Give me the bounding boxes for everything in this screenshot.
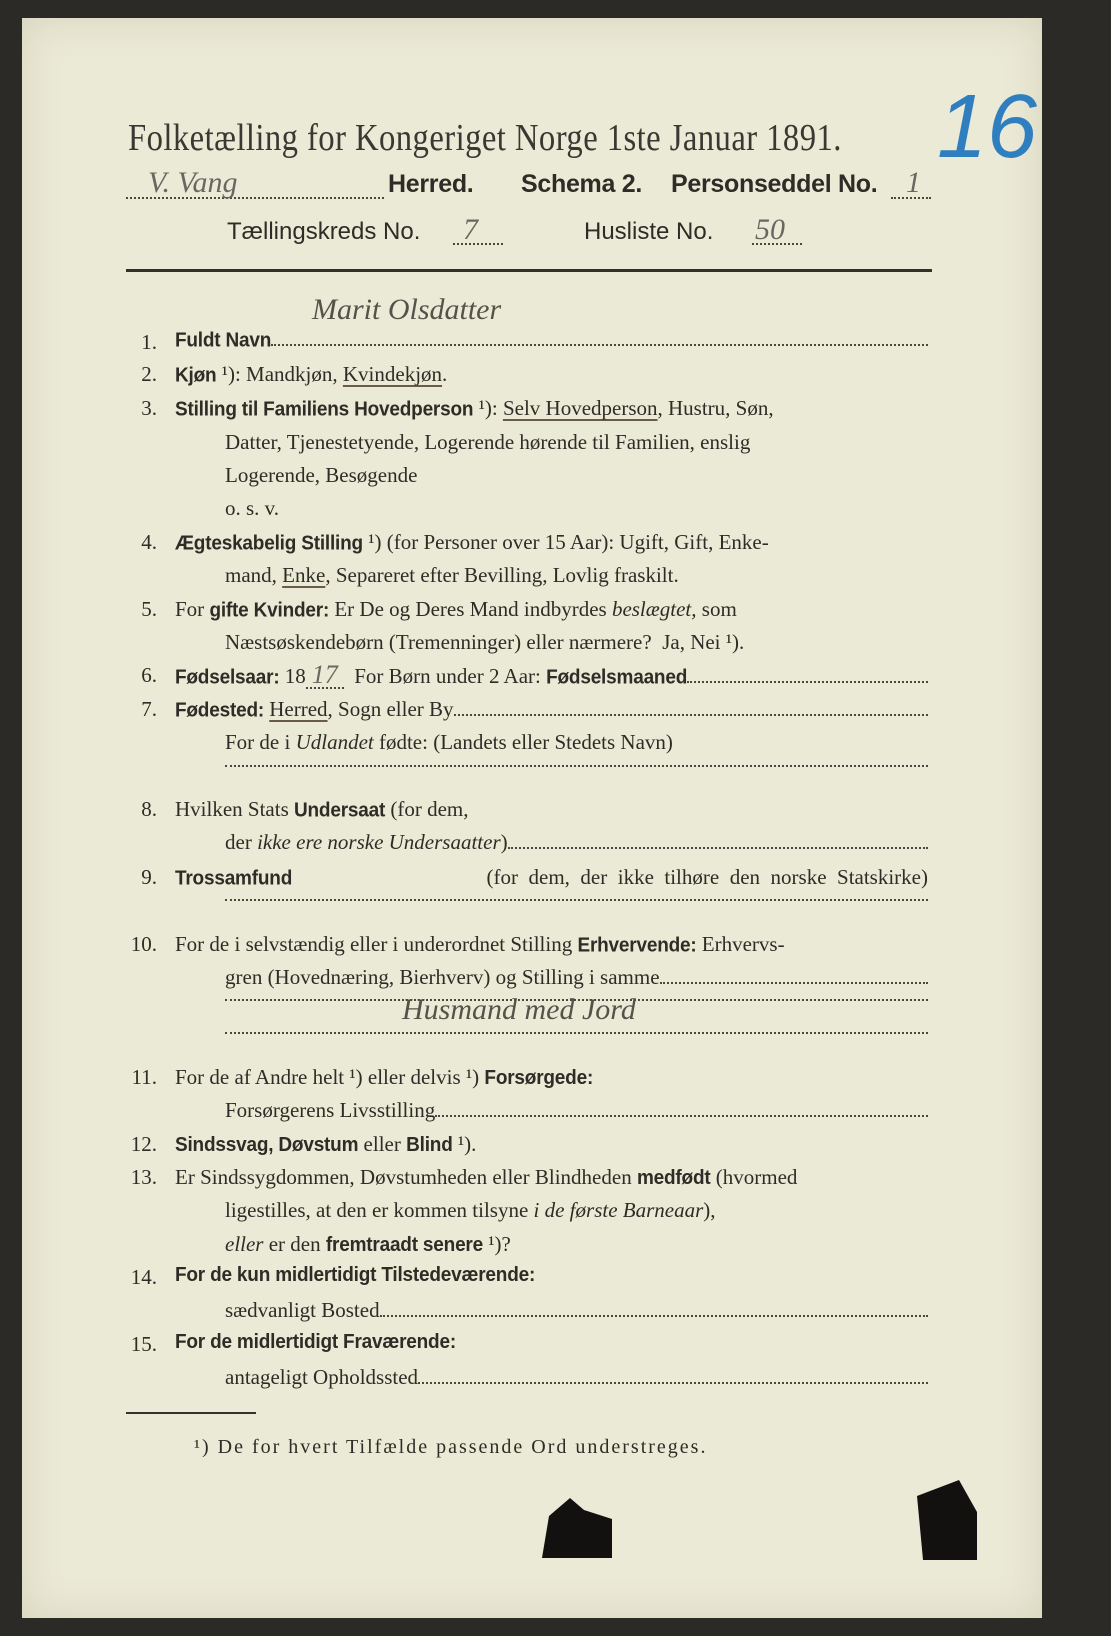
item-text: For Børn under 2 Aar: <box>343 664 547 688</box>
item-line <box>175 330 928 352</box>
item-line <box>225 1098 928 1123</box>
item-text: ¹)? <box>483 1232 511 1256</box>
item-text: (for dem, <box>385 797 469 821</box>
item-text: (for dem, der ikke tilhøre den norske Statskirke) <box>476 865 928 889</box>
kreds-label: Tællingskreds No. <box>227 218 421 245</box>
item-text: , Hustru, Søn, <box>657 396 774 420</box>
item-line <box>225 1298 928 1323</box>
fill-in-line[interactable] <box>380 1314 928 1317</box>
item-line <box>175 1265 928 1287</box>
item-number: 4. <box>141 530 157 554</box>
underlined-option: Selv Hovedperson <box>502 396 658 420</box>
item-text: Sindssvag, Døvstum <box>175 1134 359 1157</box>
item-text: Er Sindssygdommen, Døvstumheden eller Blindheden <box>175 1165 637 1189</box>
item-text: . <box>442 362 448 386</box>
item-number: 12. <box>130 1132 157 1156</box>
fill-in-line[interactable] <box>225 1031 928 1034</box>
footnote-rule <box>126 1412 256 1414</box>
footnote: ¹) De for hvert Tilfælde passende Ord understreges. <box>194 1436 708 1458</box>
item-line <box>175 1065 928 1090</box>
item-text: ), <box>703 1198 716 1222</box>
item-text: ikke ere norske Undersaatter <box>257 830 501 854</box>
ink-blot <box>917 1480 977 1560</box>
schema-label: Schema 2. <box>521 170 642 198</box>
item-line <box>225 830 928 855</box>
item-text: Kjøn <box>175 364 217 387</box>
handwritten-name: Marit Olsdatter <box>312 293 502 326</box>
item-text: ¹) (for Personer over 15 Aar): Ugift, Gift, Enke- <box>362 530 769 554</box>
personseddel-value: 1 <box>906 166 921 199</box>
item-number: 15. <box>130 1332 157 1356</box>
item-line <box>175 362 928 387</box>
item-number: 14. <box>130 1265 157 1289</box>
underlined-option: Enke <box>282 563 326 587</box>
item-text: ¹). <box>452 1132 477 1156</box>
item-line <box>225 496 928 521</box>
item-text: Stilling til Familiens Hovedperson <box>175 398 474 421</box>
item-text: gren (Hovednæring, Bierhverv) og Stilling i samme <box>225 965 660 989</box>
item-line <box>175 597 928 622</box>
fill-in-line[interactable] <box>660 981 928 984</box>
item-number: 3. <box>141 396 157 420</box>
item-text: For de kun midlertidigt Tilstedeværende: <box>175 1264 536 1287</box>
fill-in-line[interactable] <box>454 713 928 716</box>
item-text: som <box>696 597 737 621</box>
husliste-label: Husliste No. <box>584 218 714 245</box>
personseddel-label: Personseddel No. <box>671 170 878 198</box>
item-line <box>225 630 928 655</box>
item-line <box>175 1332 928 1354</box>
item-text: ligestilles, at den er kommen tilsyne <box>225 1198 534 1222</box>
item-text: Fødested: <box>175 699 264 722</box>
item-text: medfødt <box>636 1167 711 1190</box>
item-text: Logerende, Besøgende <box>225 463 418 487</box>
census-form <box>22 18 1042 1618</box>
item-text: Undersaat <box>294 799 386 822</box>
item-number: 7. <box>141 697 157 721</box>
item-text: er den <box>263 1232 326 1256</box>
item-text: Ægteskabelig Stilling <box>175 532 363 555</box>
item-text: eller <box>225 1232 264 1256</box>
item-line <box>225 1232 928 1257</box>
herred-value: V. Vang <box>148 166 238 199</box>
item-line <box>175 932 928 957</box>
item-line <box>175 530 928 555</box>
item-line <box>175 797 928 822</box>
item-text: fødte: (Landets eller Stedets Navn) <box>373 730 673 754</box>
item-text: Fødselsaar: <box>175 666 280 689</box>
ink-blot <box>542 1498 612 1558</box>
item-line <box>175 1165 928 1190</box>
item-text: o. s. v. <box>225 496 280 520</box>
handwritten-occupation: Husmand med Jord <box>402 993 636 1026</box>
fill-in-line[interactable] <box>508 846 928 849</box>
item-text: For <box>175 597 210 621</box>
item-line <box>225 563 928 588</box>
item-number: 9. <box>141 865 157 889</box>
item-text: Blind <box>406 1134 453 1157</box>
item-number: 13. <box>130 1165 157 1189</box>
item-number: 8. <box>141 797 157 821</box>
item-text: ¹): <box>473 396 503 420</box>
form-title: Folketælling for Kongeriget Norge 1ste Januar 1891. <box>128 117 842 159</box>
item-number: 2. <box>141 362 157 386</box>
item-text: Fuldt Navn <box>175 329 272 352</box>
item-line <box>225 1365 928 1390</box>
item-text: For de midlertidigt Fraværende: <box>175 1331 456 1354</box>
item-number: 6. <box>141 663 157 687</box>
fill-in-line[interactable] <box>225 898 928 901</box>
item-text: Udlandet <box>295 730 374 754</box>
item-text: fremtraadt senere <box>325 1234 483 1257</box>
item-line <box>175 865 928 890</box>
item-text: i de første Barneaar <box>533 1198 704 1222</box>
header-rule <box>126 269 932 272</box>
item-text: For de i selvstændig eller i underordnet Stilling <box>175 932 578 956</box>
husliste-value: 50 <box>755 213 785 246</box>
item-text: Er De og Deres Mand indbyrdes <box>329 597 612 621</box>
item-text: Fødselsmaaned <box>546 666 688 689</box>
item-text: , Separeret efter Bevilling, Lovlig fraskilt. <box>325 563 679 587</box>
handwritten-value: 17 <box>306 663 344 689</box>
item-text: Forsørgerens Livsstilling <box>225 1098 436 1122</box>
item-line <box>225 730 928 755</box>
fill-in-line[interactable] <box>418 1381 928 1384</box>
item-text: , Sogn eller By <box>327 697 454 721</box>
item-text: Trossamfund <box>175 867 293 890</box>
fill-in-line[interactable] <box>435 1114 928 1117</box>
item-text: ¹): Mandkjøn, <box>216 362 343 386</box>
fill-in-line[interactable] <box>225 764 928 767</box>
item-text: Erhvervende: <box>577 934 697 957</box>
item-number: 1. <box>141 330 157 354</box>
item-line <box>225 1031 928 1034</box>
item-text: ) <box>500 830 508 854</box>
item-line <box>225 1198 928 1223</box>
item-line <box>225 463 928 488</box>
item-text: Næstsøskendebørn (Tremenninger) eller nærmere? Ja, Nei ¹). <box>225 630 745 654</box>
item-text: der <box>225 830 258 854</box>
item-text: For de i <box>225 730 296 754</box>
item-line <box>225 965 928 990</box>
item-text: beslægtet, <box>611 597 697 621</box>
item-line <box>175 1132 928 1157</box>
stamp-number: 16 <box>937 77 1038 177</box>
item-number: 5. <box>141 597 157 621</box>
item-text: Datter, Tjenestetyende, Logerende hørende til Familien, enslig <box>225 430 751 454</box>
item-text: 18 <box>279 664 306 688</box>
item-text: antageligt Opholdssted <box>225 1365 419 1389</box>
item-text: mand, <box>225 563 283 587</box>
underlined-option: Kvindekjøn <box>342 362 443 386</box>
fill-in-line[interactable] <box>271 343 928 346</box>
item-number: 10. <box>130 932 157 956</box>
fill-in-line[interactable] <box>687 680 928 683</box>
item-text: For de af Andre helt ¹) eller delvis ¹) <box>175 1065 485 1089</box>
underlined-option: Herred <box>269 697 328 721</box>
item-number: 11. <box>131 1065 157 1089</box>
item-text: eller <box>358 1132 407 1156</box>
item-line <box>175 660 928 689</box>
kreds-value: 7 <box>463 213 478 246</box>
item-line <box>225 898 928 901</box>
item-line <box>225 430 928 455</box>
item-line <box>175 697 928 722</box>
kreds-row <box>227 213 785 246</box>
item-text: Forsørgede: <box>484 1067 594 1090</box>
item-text: Hvilken Stats <box>175 797 294 821</box>
item-text: sædvanligt Bosted <box>225 1298 380 1322</box>
item-line <box>175 396 928 421</box>
herred-label: Herred. <box>388 170 474 198</box>
item-text: (hvormed <box>710 1165 798 1189</box>
item-text: gifte Kvinder: <box>209 599 330 622</box>
item-line <box>225 764 928 767</box>
item-text: Erhvervs- <box>696 932 785 956</box>
